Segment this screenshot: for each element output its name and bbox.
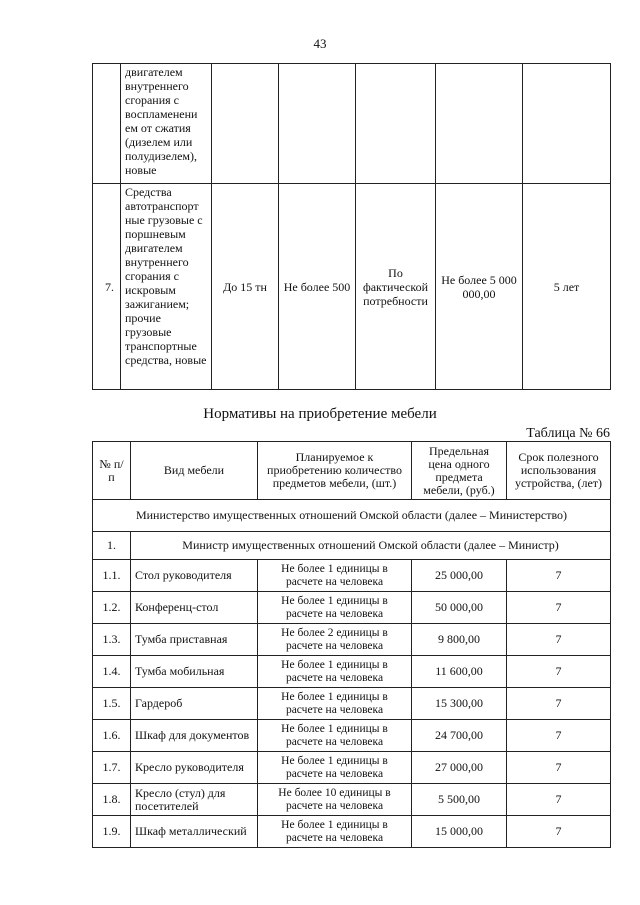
table-row (93, 720, 611, 752)
furniture-quantity: Не более 10 единицы в расчете на человека (258, 784, 412, 816)
furniture-quantity: Не более 1 единицы в расчете на человека (258, 560, 412, 592)
row-number: 1.4. (93, 656, 131, 688)
row-number: 1.7. (93, 752, 131, 784)
furniture-price: 9 800,00 (412, 624, 507, 656)
row-number (93, 64, 121, 184)
vehicles-table (92, 63, 611, 390)
furniture-price: 50 000,00 (412, 592, 507, 624)
furniture-quantity: Не более 1 единицы в расчете на человека (258, 752, 412, 784)
furniture-type: Стол руководителя (131, 560, 258, 592)
vehicle-quantity: Не более 500 (279, 184, 356, 390)
furniture-type: Кресло (стул) для посетителей (131, 784, 258, 816)
row-number: 7. (93, 184, 121, 390)
row-number: 1.1. (93, 560, 131, 592)
subgroup-number: 1. (93, 532, 131, 560)
header-life: Срок полезного использования устройства, (лет) (507, 442, 611, 500)
table-row (93, 656, 611, 688)
group-title: Министерство имущественных отношений Омской области (далее – Министерство) (93, 500, 611, 532)
table-row (93, 592, 611, 624)
row-number: 1.6. (93, 720, 131, 752)
row-number: 1.3. (93, 624, 131, 656)
row-number: 1.8. (93, 784, 131, 816)
furniture-type: Кресло руководителя (131, 752, 258, 784)
table-row (93, 816, 611, 848)
furniture-quantity: Не более 1 единицы в расчете на человека (258, 720, 412, 752)
furniture-life: 7 (507, 720, 611, 752)
vehicle-life: 5 лет (523, 184, 611, 390)
row-number: 1.2. (93, 592, 131, 624)
row-number: 1.9. (93, 816, 131, 848)
subgroup-row (93, 532, 611, 560)
table-row (93, 784, 611, 816)
furniture-life: 7 (507, 752, 611, 784)
table-row (93, 752, 611, 784)
furniture-price: 27 000,00 (412, 752, 507, 784)
furniture-price: 25 000,00 (412, 560, 507, 592)
furniture-type: Конференц-стол (131, 592, 258, 624)
furniture-life: 7 (507, 784, 611, 816)
furniture-life: 7 (507, 592, 611, 624)
vehicle-name: Средства автотранспорт ные грузовые с поршневым двигателем внутреннего сгорания с искровым зажиганием; прочие грузовые транспортные средства, новые (121, 184, 212, 390)
vehicle-capacity: До 15 тн (212, 184, 279, 390)
table-row (93, 688, 611, 720)
furniture-type: Тумба приставная (131, 624, 258, 656)
table-row (93, 184, 611, 390)
group-row (93, 500, 611, 532)
subgroup-title: Министр имущественных отношений Омской области (далее – Министр) (131, 532, 611, 560)
furniture-life: 7 (507, 624, 611, 656)
furniture-type: Тумба мобильная (131, 656, 258, 688)
vehicle-quantity (279, 64, 356, 184)
row-number: 1.5. (93, 688, 131, 720)
furniture-life: 7 (507, 656, 611, 688)
vehicle-life (523, 64, 611, 184)
furniture-price: 11 600,00 (412, 656, 507, 688)
header-row (93, 442, 611, 500)
header-price: Предельная цена одного предмета мебели, (руб.) (412, 442, 507, 500)
furniture-life: 7 (507, 560, 611, 592)
vehicle-name: двигателем внутреннего сгорания с воспламенени ем от сжатия (дизелем или полудизелем), новые (121, 64, 212, 184)
furniture-price: 24 700,00 (412, 720, 507, 752)
table-row (93, 64, 611, 184)
furniture-life: 7 (507, 816, 611, 848)
table-label: Таблица № 66 (526, 426, 610, 441)
vehicle-need (356, 64, 436, 184)
header-planned: Планируемое к приобретению количество предметов мебели, (шт.) (258, 442, 412, 500)
furniture-quantity: Не более 1 единицы в расчете на человека (258, 656, 412, 688)
table-row (93, 624, 611, 656)
vehicle-need: По фактической потребности (356, 184, 436, 390)
furniture-type: Шкаф металлический (131, 816, 258, 848)
page-number: 43 (313, 36, 327, 51)
header-num: № п/п (93, 442, 131, 500)
furniture-price: 5 500,00 (412, 784, 507, 816)
furniture-type: Шкаф для документов (131, 720, 258, 752)
furniture-type: Гардероб (131, 688, 258, 720)
furniture-quantity: Не более 1 единицы в расчете на человека (258, 816, 412, 848)
furniture-quantity: Не более 1 единицы в расчете на человека (258, 592, 412, 624)
furniture-price: 15 000,00 (412, 816, 507, 848)
table-row (93, 560, 611, 592)
furniture-price: 15 300,00 (412, 688, 507, 720)
vehicle-price (436, 64, 523, 184)
furniture-life: 7 (507, 688, 611, 720)
furniture-quantity: Не более 2 единицы в расчете на человека (258, 624, 412, 656)
section-title: Нормативы на приобретение мебели (203, 406, 437, 422)
header-type: Вид мебели (131, 442, 258, 500)
furniture-quantity: Не более 1 единицы в расчете на человека (258, 688, 412, 720)
vehicle-capacity (212, 64, 279, 184)
vehicle-price: Не более 5 000 000,00 (436, 184, 523, 390)
furniture-table (92, 441, 611, 848)
